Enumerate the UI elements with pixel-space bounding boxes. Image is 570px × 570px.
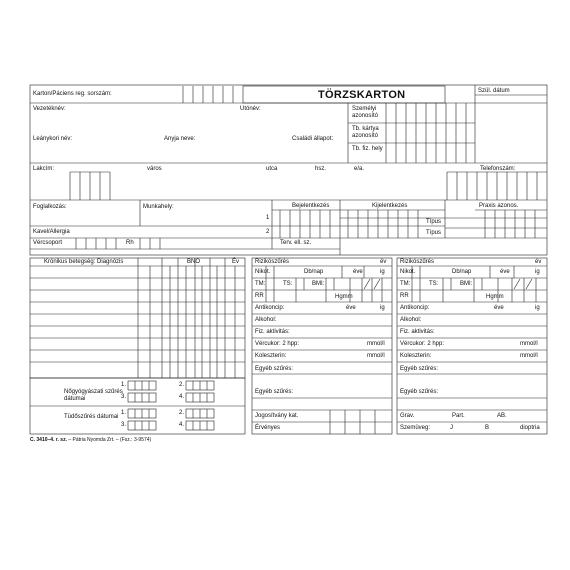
until-label: ig [380, 269, 385, 275]
lung-date-4: 4. [179, 422, 185, 428]
abortion-label: AB. [497, 413, 507, 419]
other-screening-label-1: Egyéb szűrés: [255, 366, 294, 372]
row-number-1: 1 [266, 215, 270, 221]
nicotine-label: Nikot. [255, 269, 271, 275]
marital-status-label: Családi állapot: [292, 136, 334, 142]
alcohol-label-2: Alkohol: [400, 317, 422, 323]
contraception-label-2: Antikoncip: [400, 305, 430, 311]
form-title: TÖRZSKARTON [318, 89, 406, 101]
city-label: város [147, 166, 162, 172]
contraception-until-label: ig [380, 305, 385, 311]
bno-label: BNO [187, 259, 201, 265]
bmi-label-2: BMI: [460, 281, 473, 287]
gyn-date-2: 2. [179, 382, 185, 388]
planned-check-label: Terv. ell. sz. [280, 240, 312, 246]
cholesterol-unit-2: mmol/l [520, 353, 538, 359]
gyn-screening-label: Nőgyógyászati szűrés dátumai [64, 389, 123, 402]
years-label: éve [353, 269, 363, 275]
type-label-2: Típus [426, 230, 442, 236]
years-label-2: éve [500, 269, 510, 275]
weight-label: TS: [283, 281, 293, 287]
lung-date-2: 2. [179, 410, 185, 416]
personal-id-label: Személyi azonosító [352, 106, 379, 119]
physical-activity-label-2: Fiz. aktivitás: [400, 329, 435, 335]
other-screening-label-2: Egyéb szűrés: [255, 389, 294, 395]
occupation-label: Foglalkozás: [33, 204, 67, 210]
birth-date-label: Szül. dátum [478, 88, 510, 94]
other-screening-label-4: Egyéb szűrés: [400, 389, 439, 395]
karton-label: Karton/Páciens reg. sorszám: [33, 91, 112, 97]
glasses-j-label: J [450, 425, 453, 431]
glasses-label: Szemüveg: [400, 425, 431, 431]
blood-pressure-label: RR [255, 293, 264, 299]
gyn-date-1: 1. [121, 382, 127, 388]
risk-screening-label-2: Rizikószűrés [400, 259, 435, 265]
risk-year-label: év [380, 259, 387, 265]
cholesterol-unit: mmol/l [367, 353, 385, 359]
outer-border [30, 85, 547, 255]
practice-id-label: Praxis azonos. [479, 203, 519, 209]
height-label: TM: [255, 281, 266, 287]
lung-date-3: 3. [121, 422, 127, 428]
tb-card-label: Tb. kártya azonosító [352, 126, 379, 139]
gyn-date-3: 3. [121, 394, 127, 400]
type-label-1: Típus [426, 219, 442, 225]
rh-label: Rh [126, 240, 134, 246]
printer-info: – Pátria Nyomda Zrt. – (Fsz.: 3-9574) [68, 437, 152, 443]
license-category-label: Jogosítvány kat. [255, 413, 299, 419]
year-label: Év [232, 259, 240, 265]
risk-screening-label: Rizikószűrés [255, 259, 290, 265]
per-day-label-2: Db/nap [452, 269, 472, 275]
valid-label: Érvényes [255, 425, 281, 431]
chronic-disease-table [30, 258, 245, 378]
firstname-label: Utónév: [240, 106, 261, 112]
workplace-label: Munkahely: [143, 204, 174, 210]
registration-label: Bejelentkezés [292, 203, 330, 209]
tb-payment-label: Tb. fiz. hely [352, 146, 383, 152]
risk-year-label-2: év [535, 259, 542, 265]
alcohol-label: Alkohol: [255, 317, 277, 323]
surname-label: Vezetéknév: [33, 106, 66, 112]
weight-label-2: TS: [429, 281, 439, 287]
street-label: utca [266, 166, 278, 172]
blood-sugar-unit: mmol/l [367, 341, 385, 347]
gyn-date-4: 4. [179, 394, 185, 400]
height-label-2: TM: [400, 281, 411, 287]
other-screening-label-3: Egyéb szűrés: [400, 366, 439, 372]
hgmm-label: Hgmm [335, 294, 353, 300]
maiden-name-label: Leánykori név: [33, 136, 73, 142]
per-day-label: Db/nap [304, 269, 324, 275]
bmi-label: BMI: [312, 281, 325, 287]
allergy-label: Kavel/Allergia [33, 229, 70, 235]
blood-type-label: Vércsoport [33, 240, 63, 246]
hgmm-label-2: Hgmm [486, 294, 504, 300]
parity-label: Part. [452, 413, 465, 419]
diopter-label: dioptria [520, 425, 540, 431]
form-code: C. 3410–4. r. sz. [30, 437, 67, 443]
blood-pressure-label-2: RR [400, 293, 409, 299]
blood-sugar-unit-2: mmol/l [520, 341, 538, 347]
form-footer [30, 437, 151, 443]
blood-sugar-label-2: Vércukor: 2 hpp: [400, 341, 445, 347]
address-label: Lakcím: [33, 166, 55, 172]
until-label-2: ig [535, 269, 540, 275]
nicotine-label-2: Nikot. [400, 269, 416, 275]
house-number-label: hsz. [315, 166, 327, 172]
chronic-disease-label: Krónikus betegség: Diagnózis [44, 259, 124, 265]
contraception-label: Antikoncip: [255, 305, 285, 311]
blood-sugar-label: Vércukor: 2 hpp: [255, 341, 300, 347]
contraception-years-label-2: éve [494, 305, 504, 311]
row-number-2: 2 [266, 229, 270, 235]
gravidity-label: Grav. [400, 413, 415, 419]
phone-label: Telefonszám: [480, 166, 516, 172]
deregistration-label: Kijelentkezés [372, 203, 408, 209]
cholesterol-label-2: Koleszterin: [400, 353, 432, 359]
contraception-until-label-2: ig [535, 305, 540, 311]
lung-date-1: 1. [121, 410, 127, 416]
cholesterol-label: Koleszterin: [255, 353, 287, 359]
floor-door-label: e/a. [354, 166, 365, 172]
lung-screening-label: Tüdőszűrés dátumai [64, 414, 119, 420]
physical-activity-label: Fiz. aktivitás: [255, 329, 290, 335]
contraception-years-label: éve [346, 305, 356, 311]
glasses-b-label: B [485, 425, 490, 431]
mother-name-label: Anyja neve: [164, 136, 196, 142]
